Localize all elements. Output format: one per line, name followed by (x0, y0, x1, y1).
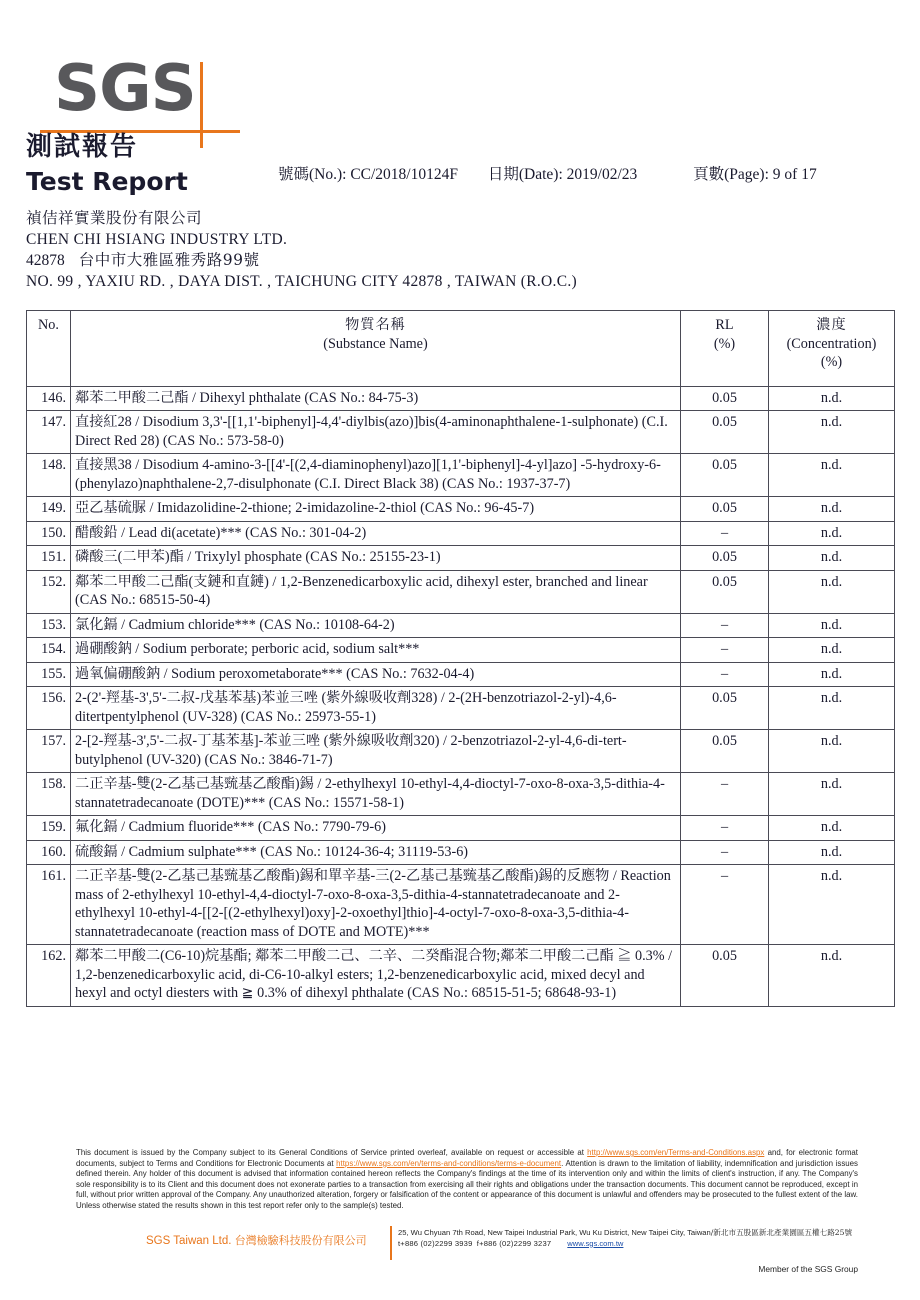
cell-rl: 0.05 (681, 730, 769, 773)
cell-concentration: n.d. (769, 945, 895, 1007)
cell-concentration: n.d. (769, 570, 895, 613)
cell-concentration: n.d. (769, 865, 895, 945)
cell-no: 157. (27, 730, 71, 773)
cell-no: 154. (27, 638, 71, 663)
table-row (27, 865, 895, 945)
table-row (27, 497, 895, 522)
cell-no: 147. (27, 411, 71, 454)
cell-substance-name: 醋酸鉛 / Lead di(acetate)*** (CAS No.: 301-04-2) (71, 521, 681, 546)
cell-substance-name: 氯化鎘 / Cadmium chloride*** (CAS No.: 10108-64-2) (71, 613, 681, 638)
table-row (27, 411, 895, 454)
cell-no: 162. (27, 945, 71, 1007)
cell-rl: 0.05 (681, 497, 769, 522)
cell-substance-name: 鄰苯二甲酸二己酯 / Dihexyl phthalate (CAS No.: 84-75-3) (71, 386, 681, 411)
report-meta (278, 162, 817, 184)
cell-concentration: n.d. (769, 662, 895, 687)
cell-concentration: n.d. (769, 454, 895, 497)
table-row (27, 730, 895, 773)
header-substance-name (71, 311, 681, 387)
cell-rl: – (681, 662, 769, 687)
sgs-logo-text: SGS (54, 52, 196, 126)
cell-rl: 0.05 (681, 570, 769, 613)
report-page-value: 9 of 17 (772, 166, 817, 183)
header-substance-name-cn: 物質名稱 (345, 317, 406, 333)
cell-rl: 0.05 (681, 454, 769, 497)
table-row (27, 454, 895, 497)
cell-concentration: n.d. (769, 638, 895, 663)
cell-no: 150. (27, 521, 71, 546)
disclaimer-part2: and, for electronic format documents, subject to Terms and Conditions for Electronic Documents at (76, 1148, 858, 1168)
table-row (27, 386, 895, 411)
cell-no: 156. (27, 687, 71, 730)
cell-no: 152. (27, 570, 71, 613)
cell-rl: 0.05 (681, 945, 769, 1007)
client-address-cn: 台中市大雅區雅秀路99號 (78, 251, 260, 269)
footer-member-note: Member of the SGS Group (758, 1263, 858, 1274)
footer-divider (390, 1226, 392, 1260)
footer-address-cn: /新北市五股區新北產業園區五權七路25號 (710, 1227, 853, 1237)
footer-fax: f+886 (02)2299 3237 (476, 1238, 552, 1248)
cell-no: 159. (27, 816, 71, 841)
page-title-cn: 測試報告 (26, 132, 139, 162)
cell-substance-name: 2-(2'-羥基-3',5'-二叔-戊基苯基)苯並三唑 (紫外線吸收劑328) / 2-(2H-benzotriazol-2-yl)-4,6-ditertpentylphenol (UV-328) (CAS No.: 25973-55-1) (71, 687, 681, 730)
header-substance-name-en: (Substance Name) (323, 335, 428, 352)
cell-substance-name: 過硼酸鈉 / Sodium perborate; perboric acid, sodium salt*** (71, 638, 681, 663)
cell-concentration: n.d. (769, 497, 895, 522)
report-date-label: 日期(Date): (487, 166, 563, 183)
cell-concentration: n.d. (769, 386, 895, 411)
footer-company-en: SGS Taiwan Ltd. (146, 1234, 232, 1247)
cell-no: 153. (27, 613, 71, 638)
footer-address-block (398, 1227, 852, 1249)
page-title-en: Test Report (26, 167, 188, 196)
footer-company-band (0, 1226, 920, 1274)
cell-substance-name: 硫酸鎘 / Cadmium sulphate*** (CAS No.: 10124-36-4; 31119-53-6) (71, 840, 681, 865)
cell-rl: 0.05 (681, 546, 769, 571)
table-row (27, 687, 895, 730)
page-footer (0, 1148, 920, 1274)
table-row (27, 945, 895, 1007)
client-zip: 42878 (26, 252, 65, 269)
cell-no: 149. (27, 497, 71, 522)
footer-tel: t+886 (02)2299 3939 (398, 1238, 473, 1248)
cell-concentration: n.d. (769, 613, 895, 638)
cell-no: 151. (27, 546, 71, 571)
cell-rl: – (681, 773, 769, 816)
cell-rl: 0.05 (681, 411, 769, 454)
report-title-row (26, 130, 894, 202)
header-no: No. (27, 311, 71, 387)
sgs-logo (26, 0, 894, 126)
header-concentration-cn: 濃度 (816, 317, 847, 333)
footer-address-en: 25, Wu Chyuan 7th Road, New Taipei Industrial Park, Wu Ku District, New Taipei City, Taiwan (398, 1227, 711, 1237)
cell-substance-name: 過氧偏硼酸鈉 / Sodium peroxometaborate*** (CAS No.: 7632-04-4) (71, 662, 681, 687)
cell-substance-name: 直接黑38 / Disodium 4-amino-3-[[4'-[(2,4-diaminophenyl)azo][1,1'-biphenyl]-4-yl]azo] -5-hydroxy-6-(phenylazo)naphthalene-2,7-disulphonate (C.I. Direct Black 38) (CAS No.: 1937-37-7) (71, 454, 681, 497)
terms-e-document-link[interactable]: https://www.sgs.com/en/terms-and-conditions/terms-e-document (336, 1158, 562, 1168)
cell-no: 148. (27, 454, 71, 497)
terms-and-conditions-link[interactable]: http://www.sgs.com/en/Terms-and-Conditions.aspx (587, 1148, 765, 1157)
cell-rl: 0.05 (681, 687, 769, 730)
cell-concentration: n.d. (769, 521, 895, 546)
table-row (27, 662, 895, 687)
cell-no: 160. (27, 840, 71, 865)
cell-no: 146. (27, 386, 71, 411)
client-company-en: CHEN CHI HSIANG INDUSTRY LTD. (26, 231, 288, 248)
cell-concentration: n.d. (769, 840, 895, 865)
disclaimer-part1: This document is issued by the Company subject to its General Conditions of Service printed overleaf, available on request or accessible at (76, 1148, 588, 1157)
header-concentration (769, 311, 895, 387)
table-row (27, 638, 895, 663)
cell-no: 155. (27, 662, 71, 687)
table-row (27, 521, 895, 546)
header-rl-line1: RL (715, 317, 734, 333)
cell-substance-name: 氟化鎘 / Cadmium fluoride*** (CAS No.: 7790-79-6) (71, 816, 681, 841)
cell-concentration: n.d. (769, 546, 895, 571)
client-address-block (26, 208, 894, 292)
client-address-en: NO. 99 , YAXIU RD. , DAYA DIST. , TAICHUNG CITY 42878 , TAIWAN (R.O.C.) (26, 273, 577, 290)
footer-company-cn: 台灣檢驗科技股份有限公司 (234, 1233, 367, 1247)
table-row (27, 840, 895, 865)
cell-concentration: n.d. (769, 730, 895, 773)
cell-concentration: n.d. (769, 773, 895, 816)
substance-table-body (27, 386, 895, 1006)
table-row (27, 773, 895, 816)
cell-rl: – (681, 840, 769, 865)
table-row (27, 816, 895, 841)
report-no-label: 號碼(No.): (278, 166, 347, 183)
cell-rl: – (681, 865, 769, 945)
cell-rl: – (681, 638, 769, 663)
substance-table (26, 310, 895, 1007)
table-header-row (27, 311, 895, 387)
disclaimer-part3: . Attention is drawn to the limitation of liability, indemnification and jurisdiction issues defined therein. Any holder of this document is advised that information contained hereon reflects the Company's findings at the time of its intervention only and within the limits of client's instruction, if any. The Company's sole responsibility is to its Client and this document does not exonerate parties to a transaction from exercising all their rights and obligations under the transaction documents. This document cannot be reproduced, except in full, without prior written approval of the Company. Any unauthorized alteration, forgery or falsification of the content or appearance of this document is unlawful and offenders may be prosecuted to the fullest extent of the law. Unless otherwise stated the results shown in this test report refer only to the sample(s) tested. (76, 1158, 858, 1210)
header-rl-line2: (%) (713, 335, 736, 352)
cell-substance-name: 亞乙基硫脲 / Imidazolidine-2-thione; 2-imidazoline-2-thiol (CAS No.: 96-45-7) (71, 497, 681, 522)
report-page-label: 頁數(Page): (693, 166, 769, 183)
report-no-value: CC/2018/10124F (350, 166, 458, 183)
table-row (27, 613, 895, 638)
cell-concentration: n.d. (769, 816, 895, 841)
cell-substance-name: 二正辛基-雙(2-乙基己基巰基乙酸酯)錫和單辛基-三(2-乙基己基巰基乙酸酯)錫的反應物 / Reaction mass of 2-ethylhexyl 10-ethyl-4,4-dioctyl-7-oxo-8-oxa-3,5-dithia-4-stannatetradecanoate and 2-ethylhexyl 10-ethyl-4-[[2-[(2-ethylhexyl)oxy]-2-oxoethyl]thio]-4-octyl-7-oxo-8-oxa-3,5-dithia-4-stannatetradecanoate (reaction mass of DOTE and MOTE)*** (71, 865, 681, 945)
cell-rl: 0.05 (681, 386, 769, 411)
cell-rl: – (681, 521, 769, 546)
cell-concentration: n.d. (769, 411, 895, 454)
cell-substance-name: 2-[2-羥基-3',5'-二叔-丁基苯基]-苯並三唑 (紫外線吸收劑320) / 2-benzotriazol-2-yl-4,6-di-tert-butylphenol (UV-320) (CAS No.: 3846-71-7) (71, 730, 681, 773)
cell-no: 158. (27, 773, 71, 816)
header-rl (681, 311, 769, 387)
cell-substance-name: 鄰苯二甲酸二(C6-10)烷基酯; 鄰苯二甲酸二己、二辛、二癸酯混合物;鄰苯二甲酸二己酯 ≧ 0.3% / 1,2-benzenedicarboxylic acid, di-C6-10-alkyl esters; 1,2-benzenedicarboxylic acid, mixed decyl and hexyl and octyl diesters with ≧ 0.3% of dihexyl phthalate (CAS No.: 68515-51-5; 68648-93-1) (71, 945, 681, 1007)
footer-company-name (146, 1232, 367, 1248)
client-company-cn: 禎佶祥實業股份有限公司 (26, 209, 203, 227)
table-row (27, 570, 895, 613)
header-concentration-unit: (%) (820, 354, 843, 370)
cell-substance-name: 直接紅28 / Disodium 3,3'-[[1,1'-biphenyl]-4,4'-diylbis(azo)]bis(4-aminonaphthalene-1-sulphonate) (C.I. Direct Red 28) (CAS No.: 573-58-0) (71, 411, 681, 454)
cell-rl: – (681, 816, 769, 841)
cell-rl: – (681, 613, 769, 638)
report-date-value: 2019/02/23 (566, 166, 638, 183)
cell-substance-name: 鄰苯二甲酸二己酯(支鏈和直鏈) / 1,2-Benzenedicarboxylic acid, dihexyl ester, branched and linear (CAS No.: 68515-50-4) (71, 570, 681, 613)
cell-substance-name: 二正辛基-雙(2-乙基己基巰基乙酸酯)錫 / 2-ethylhexyl 10-ethyl-4,4-dioctyl-7-oxo-8-oxa-3,5-dithia-4-stannatetradecanoate (DOTE)*** (CAS No.: 15571-58-1) (71, 773, 681, 816)
disclaimer-text (76, 1148, 858, 1212)
cell-substance-name: 磷酸三(二甲苯)酯 / Trixylyl phosphate (CAS No.: 25155-23-1) (71, 546, 681, 571)
table-row (27, 546, 895, 571)
footer-website-link[interactable]: www.sgs.com.tw (567, 1238, 624, 1248)
header-concentration-en: (Concentration) (786, 335, 877, 352)
cell-no: 161. (27, 865, 71, 945)
cell-concentration: n.d. (769, 687, 895, 730)
